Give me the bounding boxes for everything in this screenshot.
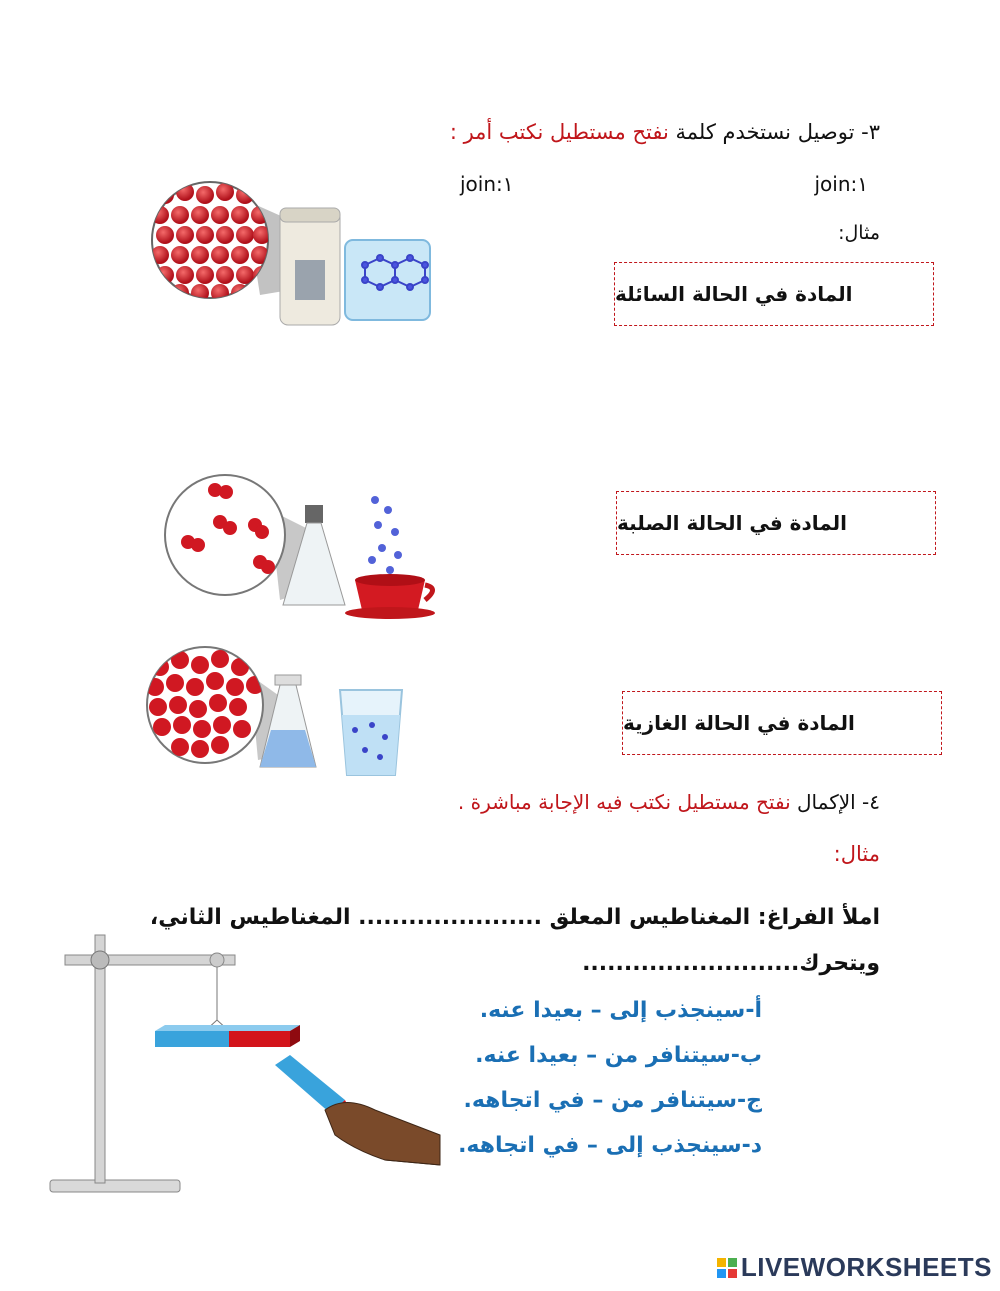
match-box-solid-label: المادة في الحالة الصلبة [617, 511, 848, 535]
section-4-instruction: نفتح مستطيل نكتب فيه الإجابة مباشرة . [457, 790, 791, 814]
liveworksheets-logo-icon [717, 1258, 737, 1278]
example-label-4: مثال: [833, 842, 880, 866]
match-box-gas[interactable] [622, 691, 942, 755]
option-b[interactable]: ب-سيتنافر من – بعيدا عنه. [475, 1043, 762, 1068]
question-line-1: املأ الفراغ: المغناطيس المعلق ...................... المغناطيس الثاني، [149, 905, 880, 930]
section-4-prefix: ٤- الإكمال [797, 790, 880, 814]
join-label-left: join:١ [460, 172, 514, 196]
join-label-right: join:١ [814, 172, 868, 196]
option-c[interactable]: ج-سيتنافر من – في اتجاهه. [463, 1088, 762, 1113]
match-box-gas-label: المادة في الحالة الغازية [623, 711, 855, 735]
section-3-prefix: ٣- توصيل نستخدم كلمة [675, 120, 880, 144]
liveworksheets-brand [717, 1252, 992, 1283]
gas-illustration [160, 470, 450, 620]
section-3-instruction: نفتح مستطيل نكتب أمر : [449, 120, 669, 144]
question-line-2: ويتحرك.......................... [582, 951, 880, 976]
liquid-illustration [140, 645, 420, 785]
example-label-3: مثال: [838, 222, 880, 244]
match-box-liquid[interactable] [614, 262, 934, 326]
brand-name: LIVEWORKSHEETS [740, 1252, 992, 1282]
section-3-heading [450, 120, 880, 144]
section-4-heading [458, 790, 880, 814]
solid-illustration [150, 180, 450, 330]
option-a[interactable]: أ-سينجذب إلى – بعيدا عنه. [479, 998, 762, 1023]
match-box-solid[interactable] [616, 491, 936, 555]
magnet-illustration [45, 925, 445, 1195]
option-d[interactable]: د-سينجذب إلى – في اتجاهه. [458, 1133, 762, 1158]
match-box-liquid-label: المادة في الحالة السائلة [615, 282, 853, 306]
